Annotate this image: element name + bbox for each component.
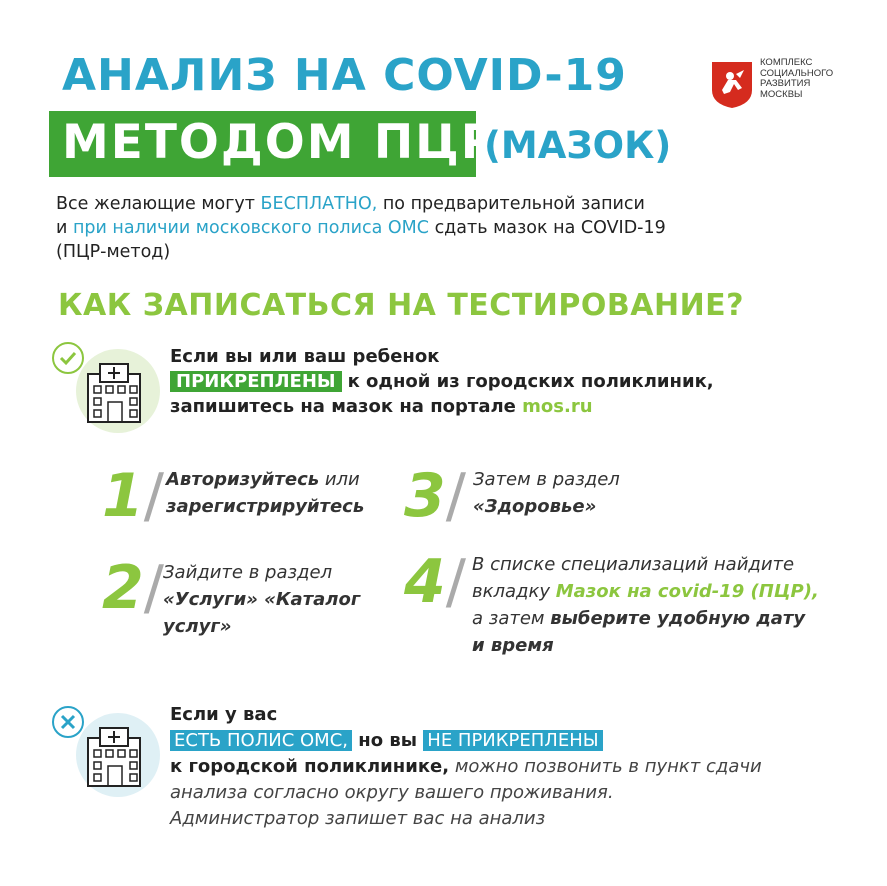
moscow-coat-of-arms-logo (710, 60, 754, 110)
slash-divider: / (445, 461, 466, 531)
has-oms-highlight: ЕСТЬ ПОЛИС ОМС, (170, 730, 352, 751)
step-3 (404, 461, 466, 531)
intro-text: по предварительной записи (377, 194, 645, 214)
slash-divider: / (143, 553, 164, 623)
step-2 (102, 553, 164, 623)
intro-free-highlight: БЕСПЛАТНО, (260, 194, 378, 214)
intro-text: сдать мазок на COVID-19 (429, 218, 666, 238)
how-to-heading: КАК ЗАПИСАТЬСЯ НА ТЕСТИРОВАНИЕ? (58, 288, 745, 323)
step-text: или (319, 469, 360, 490)
step-bold: «Услуги» «Каталог (163, 589, 361, 610)
step-number: 2 (102, 553, 144, 623)
intro-text: (ПЦР-метод) (56, 242, 171, 262)
step-1-text (166, 466, 364, 520)
step-bold: «Здоровье» (473, 496, 597, 517)
step-number: 1 (102, 461, 144, 531)
swab-tab-highlight: Мазок на covid-19 (ПЦР), (555, 581, 819, 602)
step-2-text (163, 559, 360, 640)
slash-divider: / (143, 461, 164, 531)
step-3-text (473, 466, 620, 520)
block2-line: анализа согласно округу вашего проживания. (170, 782, 614, 803)
block1-line: Если вы или ваш ребенок (170, 346, 440, 367)
logo-text-line: СОЦИАЛЬНОГО (760, 67, 834, 79)
step-number: 3 (404, 461, 446, 531)
step-4 (404, 547, 466, 617)
step-bold: услуг» (163, 616, 232, 637)
step-bold: Авторизуйтесь (166, 469, 320, 490)
block1-line: запишитесь на мазок на портале (170, 396, 523, 417)
title-line-3: (МАЗОК) (484, 124, 672, 167)
title-line-2: МЕТОДОМ ПЦР (62, 115, 498, 170)
title-line-1: АНАЛИЗ НА COVID-19 (62, 50, 627, 101)
mos-ru-link[interactable]: mos.ru (522, 396, 593, 417)
logo-text-line: РАЗВИТИЯ (760, 78, 811, 89)
step-1 (102, 461, 164, 531)
block-not-attached (170, 702, 762, 832)
step-text: В списке специализаций найдите (472, 554, 795, 575)
clinic-check-icon (48, 336, 166, 436)
step-text: вкладку (472, 581, 556, 602)
step-text: Затем в раздел (473, 469, 620, 490)
step-text: Зайдите в раздел (163, 562, 333, 583)
step-text: а затем (472, 608, 551, 629)
attached-highlight: ПРИКРЕПЛЕНЫ (170, 371, 342, 392)
block2-line: Администратор запишет вас на анализ (170, 808, 546, 829)
logo-text-line: КОМПЛЕКС (760, 57, 813, 68)
clinic-cross-icon (48, 700, 166, 800)
block-attached (170, 344, 714, 419)
step-number: 4 (404, 547, 446, 617)
step-4-text (472, 551, 819, 659)
slash-divider: / (445, 547, 466, 617)
step-bold: зарегистрируйтесь (166, 496, 365, 517)
intro-text: Все желающие могут (56, 194, 261, 214)
intro-oms-highlight: при наличии московского полиса ОМС (72, 218, 429, 238)
step-bold: выберите удобную дату (550, 608, 806, 629)
block2-line: к городской поликлинике, (170, 756, 450, 777)
logo-text (760, 58, 833, 100)
block1-line: к одной из городских поликлиник, (347, 371, 714, 392)
block2-line: можно позвонить в пункт сдачи (449, 756, 762, 777)
block2-line: но вы (352, 730, 424, 751)
intro-text: и (56, 218, 73, 238)
block2-line: Если у вас (170, 704, 278, 725)
step-bold: и время (472, 635, 554, 656)
not-attached-highlight: НЕ ПРИКРЕПЛЕНЫ (423, 730, 602, 751)
intro-paragraph (56, 192, 816, 264)
logo-text-line: МОСКВЫ (760, 88, 803, 100)
